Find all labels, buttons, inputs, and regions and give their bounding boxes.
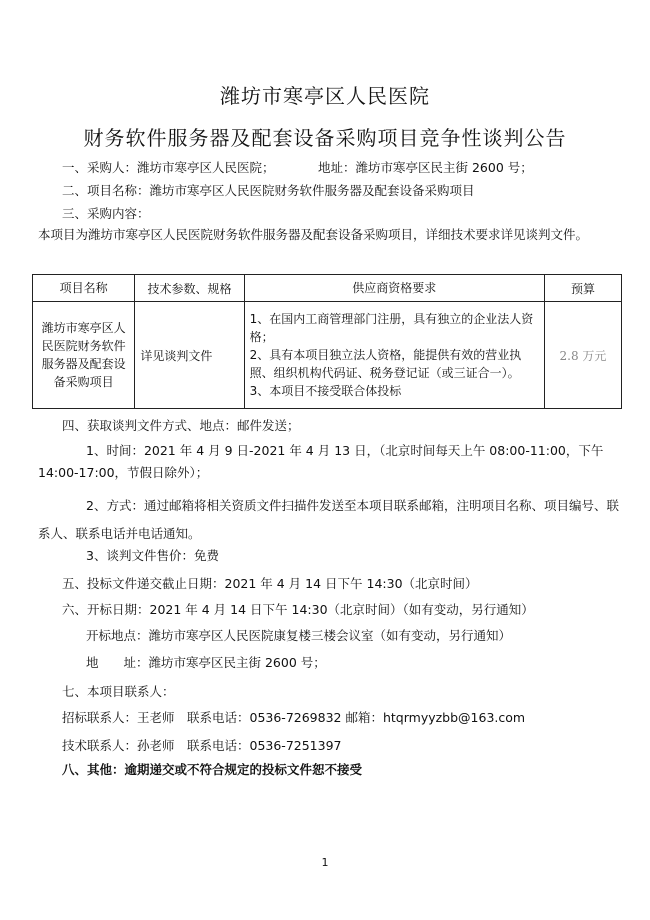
cell-tech-spec: 详见谈判文件: [135, 302, 244, 409]
requirement-item-2: 2、具有本项目独立法人资格，能提供有效的营业执照、组织机构代码证、税务登记证（或三证合一）。: [249, 348, 522, 380]
opening-place: 开标地点：潍坊市寒亭区人民医院康复楼三楼会议室（如有变动，另行通知）: [86, 628, 512, 643]
obtain-docs-time: 1、时间：2021 年 4 月 9 日-2021 年 4 月 13 日，（北京时间每天上午 08:00-11:00，下午 14:00-17:00，节假日除外）；: [38, 443, 604, 480]
submission-deadline: 五、投标文件递交截止日期：2021 年 4 月 14 日下午 14:30（北京时间）: [62, 576, 478, 591]
requirement-item-1: 1、在国内工商管理部门注册，具有独立的企业法人资格；: [249, 312, 534, 344]
procurement-content-title: 三、采购内容：: [62, 206, 150, 221]
cell-supplier-requirements: [244, 302, 544, 409]
header-tech-spec: 技术参数、规格: [135, 275, 244, 302]
purchaser-address: 地址：潍坊市寒亭区民主街 2600 号；: [318, 160, 533, 175]
page-number: 1: [321, 856, 329, 869]
procurement-content-body: 本项目为潍坊市寒亭区人民医院财务软件服务器及配套设备采购项目，详细技术要求详见谈判文件。: [38, 227, 589, 242]
table-header-row: [33, 275, 622, 302]
project-name-line: 二、项目名称：潍坊市寒亭区人民医院财务软件服务器及配套设备采购项目: [62, 183, 475, 198]
document-title-line1: 潍坊市寒亭区人民医院: [220, 84, 430, 108]
table-row: [33, 302, 622, 409]
cell-budget: 2.8 万元: [544, 302, 621, 409]
opening-date: 六、开标日期：2021 年 4 月 14 日下午 14:30（北京时间）（如有变动，另行通知）: [62, 602, 534, 617]
purchaser-line: 一、采购人：潍坊市寒亭区人民医院；: [62, 160, 275, 175]
cell-project-name: 潍坊市寒亭区人民医院财务软件服务器及配套设备采购项目: [33, 302, 135, 409]
contact-technical: 技术联系人：孙老师 联系电话：0536-7251397: [62, 738, 342, 753]
opening-address: 地 址：潍坊市寒亭区民主街 2600 号；: [86, 655, 326, 670]
docs-price: 3、谈判文件售价：免费: [86, 548, 219, 563]
contacts-title: 七、本项目联系人：: [62, 684, 175, 699]
other-notes: 八、其他：逾期递交或不符合规定的投标文件恕不接受: [62, 762, 363, 777]
contact-bidding: 招标联系人：王老师 联系电话：0536-7269832 邮箱：htqrmyyzbb@163.com: [62, 710, 526, 725]
document-title-line2: 财务软件服务器及配套设备采购项目竞争性谈判公告: [83, 126, 567, 150]
obtain-docs-method: 2、方式：通过邮箱将相关资质文件扫描件发送至本项目联系邮箱，注明项目名称、项目编号、联系人、联系电话并电话通知。: [38, 498, 619, 541]
header-supplier-requirements: 供应商资格要求: [244, 275, 544, 302]
requirement-item-3: 3、本项目不接受联合体投标: [249, 384, 402, 398]
header-project-name: 项目名称: [33, 275, 135, 302]
header-budget: 预算: [544, 275, 621, 302]
obtain-docs-title: 四、获取谈判文件方式、地点：邮件发送；: [62, 418, 300, 433]
requirements-table: [32, 274, 622, 409]
